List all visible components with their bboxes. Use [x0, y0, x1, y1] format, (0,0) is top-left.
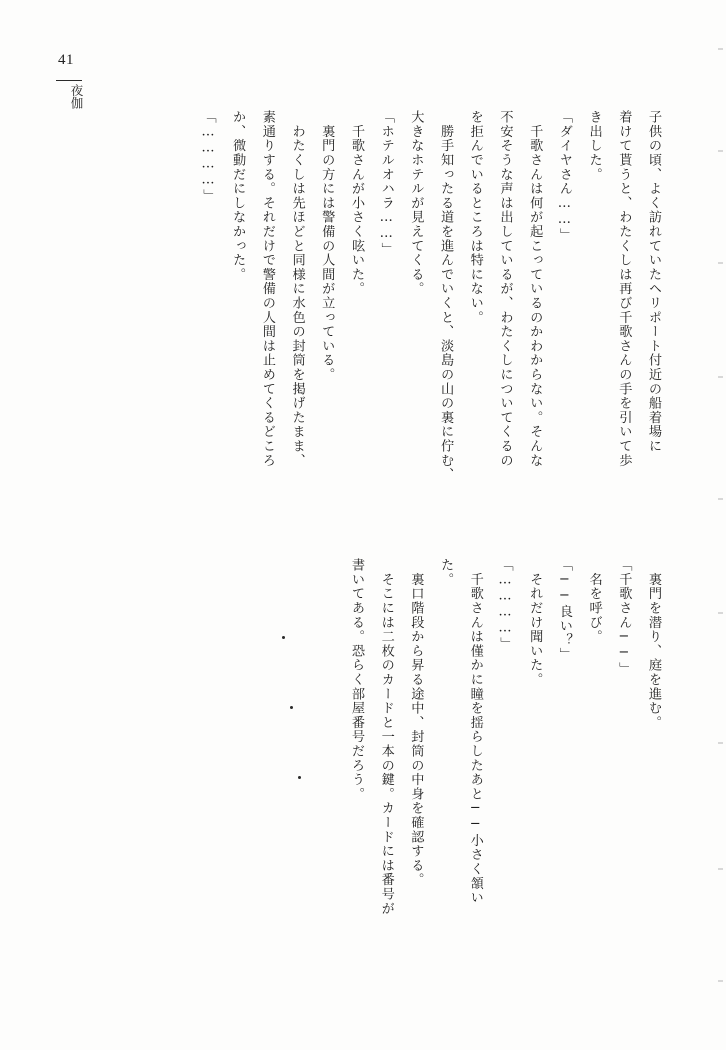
- body-line: 子供の頃、よく訪れていたヘリポート付近の船着場に: [646, 110, 661, 454]
- body-line: それだけ聞いた。: [527, 558, 543, 687]
- body-line: た。: [438, 558, 454, 587]
- body-line: 裏門の方には警備の人間が立っている。: [319, 110, 335, 382]
- body-line: 素通りする。それだけで警備の人間は止めてくるどころ: [259, 110, 275, 468]
- running-head: [56, 74, 84, 109]
- scan-mark: [718, 498, 723, 500]
- scan-mark: [718, 262, 723, 264]
- body-line: 裏口階段から昇る途中、封筒の中身を確認する。: [408, 558, 424, 887]
- body-line: 大きなホテルが見えてくる。: [408, 110, 424, 296]
- running-head-label: 夜伽: [69, 84, 84, 109]
- body-line: 「…………」: [200, 110, 216, 203]
- body-line: 千歌さんは僅かに瞳を揺らしたあと──小さく頷い: [467, 558, 483, 905]
- body-line: 千歌さんが小さく呟いた。: [348, 110, 364, 296]
- scan-mark: [718, 612, 723, 614]
- body-line: 「…………」: [497, 558, 513, 651]
- body-line: 「──良い？」: [556, 558, 572, 662]
- scan-mark: [718, 980, 723, 982]
- scene-break-marker: [282, 636, 304, 786]
- body-line: 「ホテルオハラ……」: [378, 110, 394, 257]
- body-line: を拒んでいるところは特にない。: [467, 110, 483, 325]
- scene-break-dot: [290, 706, 293, 709]
- body-line: 裏門を潜り、庭を進む。: [646, 558, 661, 730]
- scene-break-dot: [282, 636, 285, 639]
- scan-mark: [718, 376, 723, 378]
- body-line: 名を呼び。: [586, 558, 602, 644]
- body-line: 勝手知ったる道を進んでいくと、淡島の山の裏に佇む、: [438, 110, 454, 482]
- body-line: 書いてある。恐らく部屋番号だろう。: [348, 558, 364, 802]
- body-line: 「千歌さん──」: [616, 558, 632, 676]
- scene-break-dot: [298, 776, 301, 779]
- page-number: 41: [58, 52, 74, 68]
- body-line: 「ダイヤさん……」: [556, 110, 572, 243]
- body-line: 着けて貰うと、わたくしは再び千歌さんの手を引いて歩: [616, 110, 632, 468]
- body-line: き出した。: [586, 110, 602, 182]
- body-line: わたくしは先ほどと同様に水色の封筒を掲げたまま、: [289, 110, 305, 468]
- body-line: か、微動だにしなかった。: [230, 110, 246, 282]
- scan-mark: [718, 48, 723, 50]
- body-text-upper: [193, 110, 668, 580]
- scan-mark: [718, 868, 723, 870]
- scan-mark: [718, 150, 723, 152]
- body-text-lower: [341, 558, 668, 998]
- body-line: 千歌さんは何が起こっているのかわからない。そんな: [527, 110, 543, 468]
- body-line: 不安そうな声は出しているが、わたくしについてくるの: [497, 110, 513, 468]
- body-line: そこには二枚のカードと一本の鍵。カードには番号が: [378, 558, 394, 916]
- running-head-rule: [56, 80, 82, 81]
- scan-mark: [718, 742, 723, 744]
